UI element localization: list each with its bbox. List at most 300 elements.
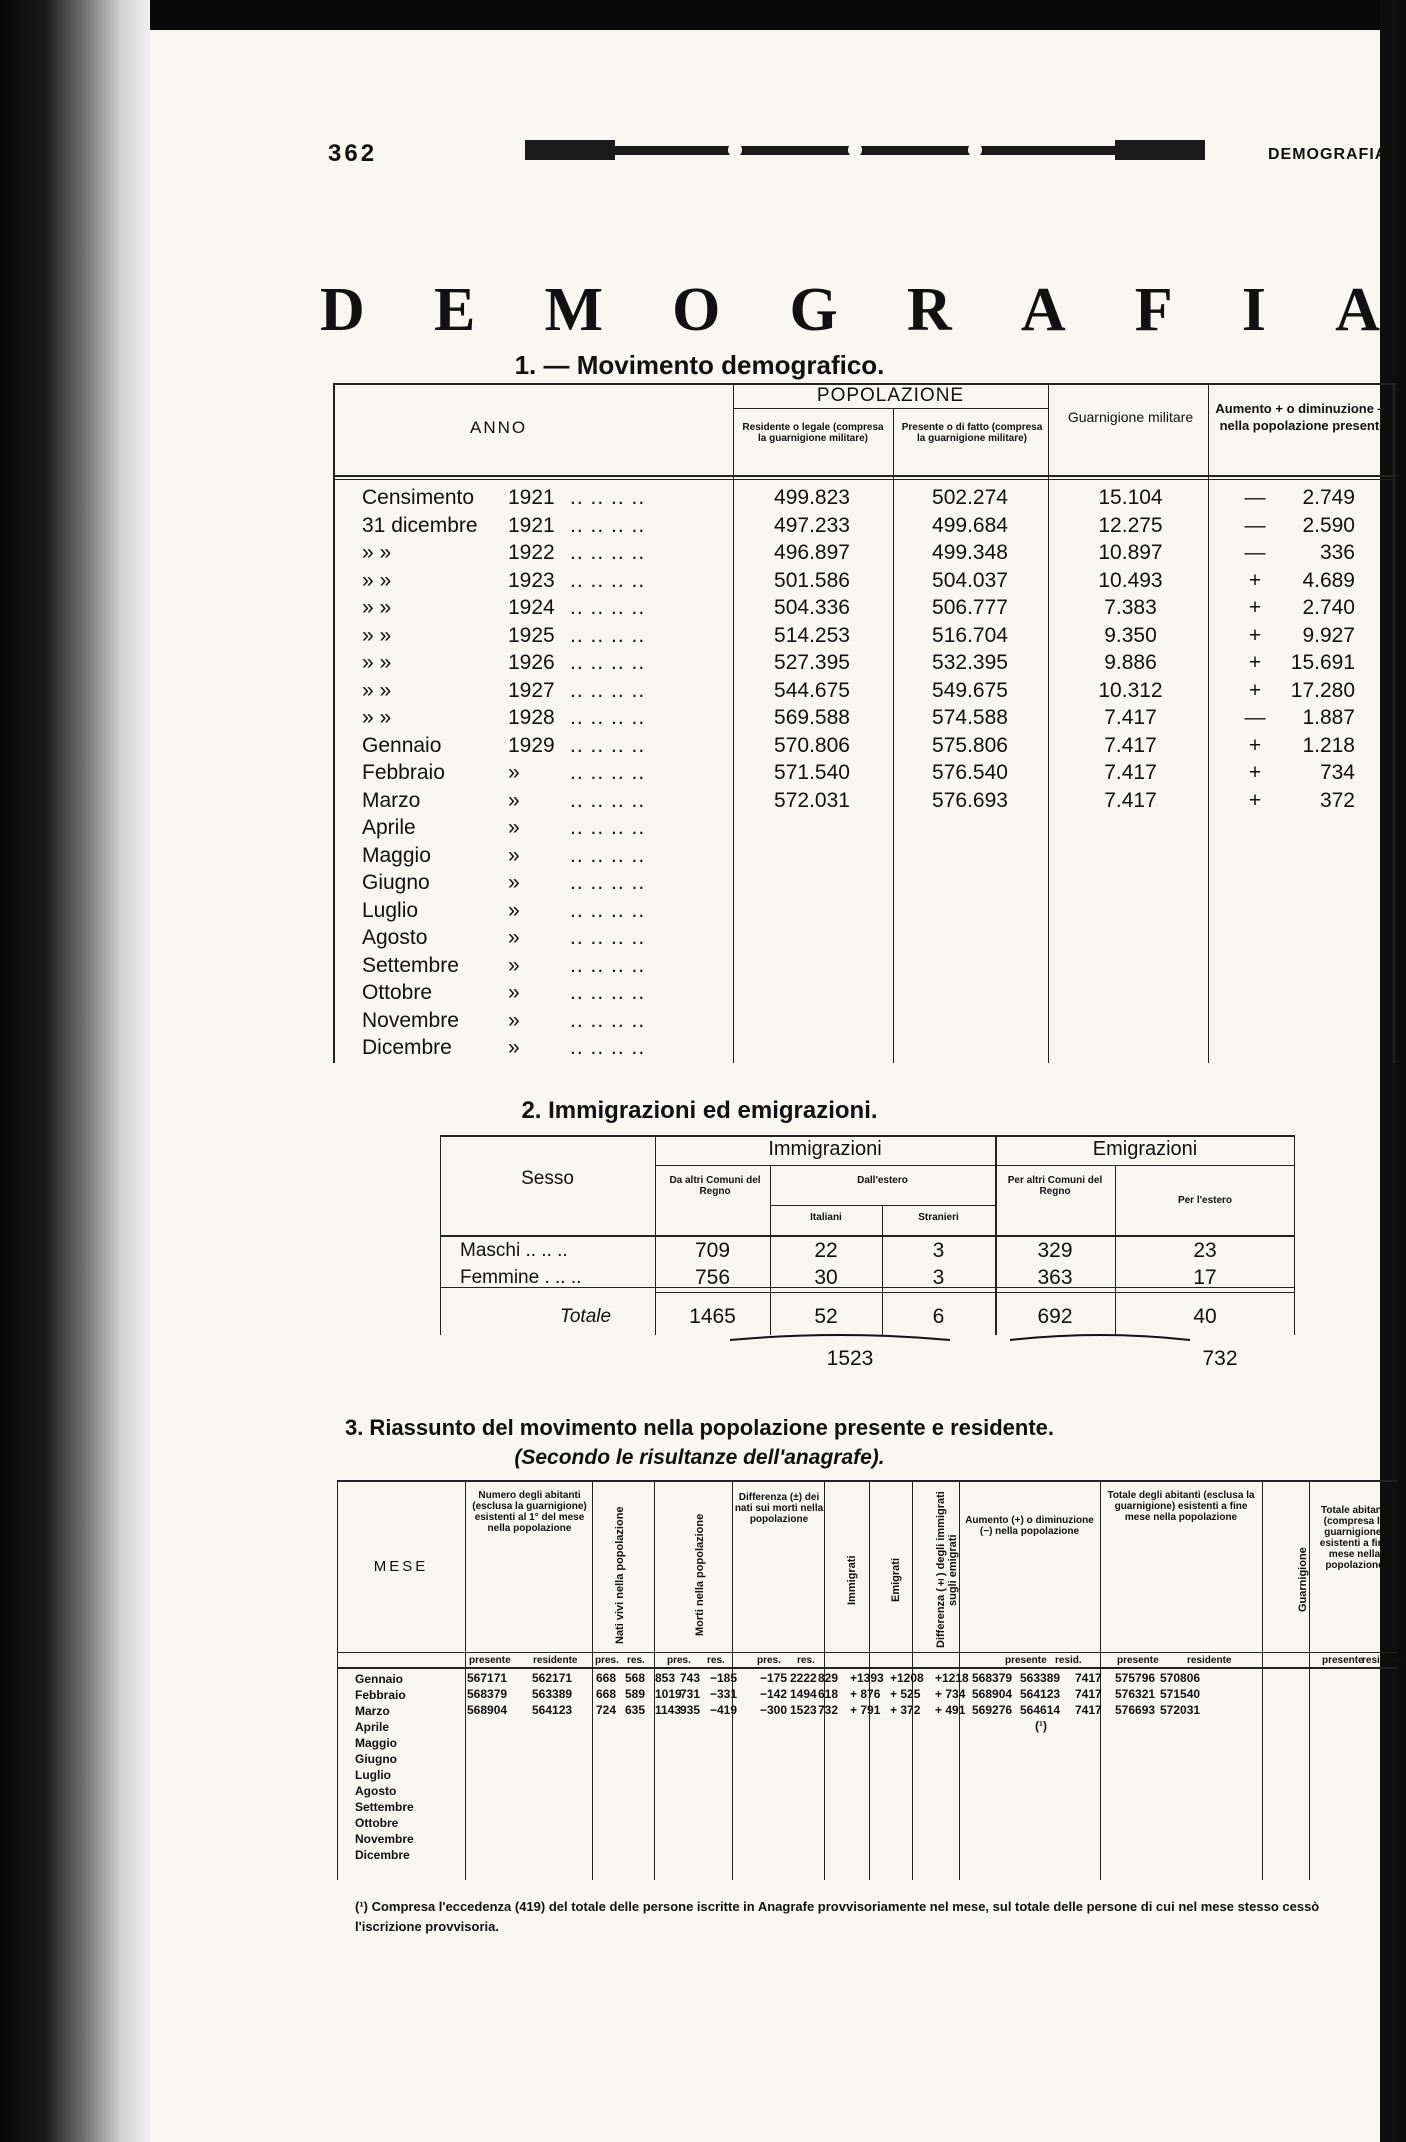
table2-col-c <box>882 1237 995 1291</box>
table1-cell-gua <box>1053 952 1208 980</box>
table3-cell: 589 <box>625 1687 646 1701</box>
table1-cell-sign: + <box>1248 733 1262 757</box>
table3-cell: 568904 <box>467 1703 508 1717</box>
table1-cell-sign <box>1240 952 1270 980</box>
table1-cell-year: 1921 <box>508 486 555 509</box>
month-label: Giugno <box>355 1752 397 1766</box>
table1-cell-aum <box>1275 897 1355 925</box>
table1-cell-pre: 499.684 <box>932 513 1008 537</box>
table3-cell: −142 <box>760 1687 788 1701</box>
table1-cell-dots: .. .. .. .. <box>570 788 646 812</box>
sub-header: residente <box>1362 1655 1406 1666</box>
table1-cell-dots: .. .. .. .. <box>570 623 646 647</box>
table3-cell: 569276 <box>972 1703 1013 1717</box>
row-label: Maschi .. .. .. <box>460 1240 568 1261</box>
table2-col-b <box>770 1237 882 1291</box>
table1-cell-pre: 516.704 <box>932 623 1008 647</box>
table1-col-aumento <box>1275 484 1355 1062</box>
table1-cell-label: Giugno <box>362 871 430 894</box>
table3-cell: 731 <box>680 1687 701 1701</box>
emigrati-header: Emigrati <box>890 1558 902 1603</box>
table1-cell-aum: 1.887 <box>1302 706 1355 729</box>
table1-col-residente <box>737 484 887 1062</box>
month-label: Dicembre <box>355 1848 410 1862</box>
month-label: Agosto <box>355 1784 397 1798</box>
table1-cell-sign <box>1240 897 1270 925</box>
table3-cell: 575796 <box>1115 1671 1156 1685</box>
aumento-header: Aumento (+) o diminuzione (−) nella popolazione <box>965 1515 1094 1537</box>
table1-cell-sign: — <box>1244 486 1266 509</box>
table3-cell: −185 <box>710 1671 738 1685</box>
sum-immigrazioni: 1523 <box>826 1347 874 1370</box>
table1-cell-year: » <box>508 1036 520 1059</box>
totale-b: 52 <box>814 1305 838 1328</box>
table1-cell-aum: 2.590 <box>1302 513 1355 537</box>
table1-cell-aum: 2.749 <box>1302 486 1355 509</box>
table1-cell-sign <box>1240 814 1270 842</box>
table1-cell-pre <box>895 1034 1045 1062</box>
table1-cell-dots: .. .. .. .. <box>570 843 646 867</box>
table1-cell-res <box>737 869 887 897</box>
table1-cell-aum <box>1275 842 1355 870</box>
table1-cell-res <box>737 1034 887 1062</box>
table1-cell-aum: 17.280 <box>1290 678 1355 702</box>
table1-cell-res: 569.588 <box>774 706 850 729</box>
table1-cell-pre: 549.675 <box>932 678 1008 702</box>
table3-cell: 563389 <box>1020 1671 1061 1685</box>
sub-header: pres. <box>757 1655 781 1666</box>
table1-cell-pre <box>895 979 1045 1007</box>
table1-cell-label: » » <box>362 596 392 619</box>
table1-cell-pre <box>895 952 1045 980</box>
table1-cell-year: » <box>508 1008 520 1032</box>
table1-cell-year: » <box>508 953 520 977</box>
table1-cell-res <box>737 814 887 842</box>
table3-cell: + 491 <box>935 1703 966 1717</box>
col-presente-header: Presente o di fatto (compresa la guarnigione militare) <box>901 422 1043 444</box>
table1-cell-gua <box>1053 869 1208 897</box>
sub-header: presente <box>1117 1655 1159 1666</box>
popolazione-header: POPOLAZIONE <box>816 385 965 406</box>
table1-cell-label: Censimento <box>362 486 475 509</box>
table1-cell-res: 496.897 <box>774 541 850 564</box>
table1-cell-sign: — <box>1244 706 1266 729</box>
table1-cell-year: » <box>508 981 520 1004</box>
cell: 756 <box>694 1266 731 1289</box>
table3-cell: + 876 <box>850 1687 881 1701</box>
table3-title: 3. Riassunto del movimento nella popolazione presente e residente. <box>344 1415 1055 1440</box>
totale-d: 692 <box>1037 1305 1073 1328</box>
totale-a: 1465 <box>689 1305 736 1328</box>
table1-cell-label: Maggio <box>362 843 431 867</box>
table1-cell-gua: 9.886 <box>1104 651 1157 674</box>
table1-cell-aum: 336 <box>1319 541 1355 564</box>
table1-cell-sign <box>1240 1007 1270 1035</box>
table2-labels <box>460 1237 581 1291</box>
table3-cell: 7417 <box>1075 1703 1102 1717</box>
table3-cell: 635 <box>625 1703 646 1717</box>
col-guarnigione-header: Guarnigione militare <box>1067 409 1194 425</box>
table1-cell-label: Novembre <box>362 1008 459 1032</box>
table1-cell-gua: 7.417 <box>1104 788 1157 812</box>
table1-cell-aum <box>1275 814 1355 842</box>
table1-cell-year: » <box>508 761 520 784</box>
stranieri-header: Stranieri <box>918 1212 959 1223</box>
col-residente-header: Residente o legale (compresa la guarnigione militare) <box>742 422 884 444</box>
table1-cell-gua: 10.897 <box>1098 541 1163 564</box>
sub-header: pres. <box>667 1655 691 1666</box>
table1-cell-label: Marzo <box>362 788 421 812</box>
table1-cell-sign: + <box>1248 568 1262 592</box>
table1-cell-aum: 9.927 <box>1302 623 1355 647</box>
table3-cell: 7417 <box>1075 1687 1102 1701</box>
table1-cell-res: 514.253 <box>774 623 850 647</box>
table1-cell-label: Aprile <box>362 816 416 839</box>
table1-cell-pre: 502.274 <box>932 486 1008 509</box>
table1-cell-sign <box>1240 979 1270 1007</box>
table1-cell-year: » <box>508 871 520 894</box>
table1-cell-aum <box>1275 952 1355 980</box>
sub-header: residente <box>533 1655 578 1666</box>
table3-cell: −175 <box>760 1671 788 1685</box>
month-label: Settembre <box>355 1800 414 1814</box>
table1-cell-dots: .. .. .. .. <box>570 651 646 674</box>
table1-cell-pre: 576.693 <box>932 788 1008 812</box>
page-title <box>320 275 1380 346</box>
sum-emigrazioni: 732 <box>1202 1347 1238 1370</box>
anno-header: ANNO <box>470 418 528 437</box>
table1-cell-gua: 7.417 <box>1104 706 1157 729</box>
table3-cell: 568 <box>625 1671 646 1685</box>
table1-cell-label: Dicembre <box>362 1036 452 1059</box>
month-label: Gennaio <box>355 1672 404 1686</box>
table3-cell: 564123 <box>532 1703 573 1717</box>
table1-cell-label: » » <box>362 678 392 702</box>
table1-cell-dots: .. .. .. .. <box>570 898 646 922</box>
table1-cell-label: » » <box>362 541 392 564</box>
running-head: DEMOGRAFIA <box>1268 146 1388 163</box>
table3-cell: 7417 <box>1075 1671 1102 1685</box>
table1-cell-gua: 7.417 <box>1104 733 1157 757</box>
sesso-header: Sesso <box>521 1168 574 1189</box>
table1-cell-dots: .. .. .. .. <box>570 706 646 729</box>
table1-cell-gua <box>1053 979 1208 1007</box>
table1-cell-year: 1921 <box>508 513 555 537</box>
table3-cell: 567171 <box>467 1671 508 1685</box>
table1-cell-pre: 499.348 <box>932 541 1008 564</box>
table1-cell-aum: 1.218 <box>1302 733 1355 757</box>
title-letter: F <box>1134 276 1173 344</box>
table3-cell: +1218 <box>935 1671 969 1685</box>
table1-cell-res: 497.233 <box>774 513 850 537</box>
table1-cell-pre <box>895 842 1045 870</box>
table1-row-dots <box>570 484 645 1062</box>
table1-col-sign <box>1240 484 1270 1062</box>
title-letter: O <box>672 276 721 344</box>
table1-cell-aum <box>1275 869 1355 897</box>
table1-cell-year: 1925 <box>508 623 555 647</box>
table1-cell-dots: .. .. .. .. <box>570 1008 646 1032</box>
table1-cell-dots: .. .. .. .. <box>570 953 646 977</box>
book-spine-shadow <box>0 0 150 2142</box>
table3-cell: 935 <box>680 1703 701 1717</box>
table1-cell-dots: .. .. .. .. <box>570 541 646 564</box>
table1-cell-pre: 504.037 <box>932 568 1008 592</box>
table1-cell-aum <box>1275 924 1355 952</box>
table1-cell-aum <box>1275 1034 1355 1062</box>
title-letter: D <box>320 276 365 344</box>
table1-cell-dots: .. .. .. .. <box>570 568 646 592</box>
table1-cell-pre <box>895 924 1045 952</box>
sub-header: pres. <box>595 1655 619 1666</box>
table1-cell-year: 1923 <box>508 568 555 592</box>
table1-cell-gua <box>1053 814 1208 842</box>
table3-cell: −419 <box>710 1703 738 1717</box>
table1-cell-sign: + <box>1248 788 1262 812</box>
table1-cell-gua: 10.493 <box>1098 568 1163 592</box>
table1-cell-sign: — <box>1244 541 1266 564</box>
table3-cell: −331 <box>710 1687 738 1701</box>
emigrazioni-header: Emigrazioni <box>1092 1138 1198 1160</box>
table1-cell-label: Gennaio <box>362 733 442 757</box>
table1-cell-aum <box>1275 979 1355 1007</box>
morti-header: Morti nella popolazione <box>694 1513 706 1637</box>
table1-cell-gua <box>1053 897 1208 925</box>
sub-header: res. <box>707 1655 725 1666</box>
cell: 3 <box>932 1266 945 1289</box>
per-estero-header: Per l'estero <box>1177 1195 1233 1206</box>
table1-cell-res: 499.823 <box>774 486 850 509</box>
table3-cell: 568379 <box>467 1687 508 1701</box>
table1-cell-gua: 9.350 <box>1104 623 1157 647</box>
table3-cell: 2222 <box>790 1671 817 1685</box>
table3-cell: + 525 <box>890 1687 921 1701</box>
sub-header: res. <box>797 1655 815 1666</box>
table1-cell-gua: 7.383 <box>1104 596 1157 619</box>
table1-cell-sign: + <box>1248 678 1262 702</box>
table3-cell: 1019 <box>655 1687 682 1701</box>
table3-cell: 743 <box>680 1671 701 1685</box>
dall-estero-header: Dall'estero <box>857 1175 908 1186</box>
table3-cell: 1494 <box>790 1687 817 1701</box>
month-label: Luglio <box>355 1768 391 1782</box>
table1-cell-res <box>737 897 887 925</box>
decorative-header-ornament-icon <box>525 138 1205 162</box>
table1-cell-res <box>737 924 887 952</box>
table3-cell: 1523 <box>790 1703 817 1717</box>
numero-abitanti-header: Numero degli abitanti (esclusa la guarnigione) esistenti al 1° del mese nella popolazione <box>472 1490 587 1534</box>
table1-cell-sign <box>1240 924 1270 952</box>
table3-cell: 618 <box>818 1687 839 1701</box>
table3-cell: 576693 <box>1115 1703 1156 1717</box>
sub-header: presente <box>469 1655 511 1666</box>
row-label: Femmine . .. .. <box>460 1267 582 1288</box>
month-label: Febbraio <box>355 1688 406 1702</box>
table1-cell-year: » <box>508 898 520 922</box>
totale-abitanti-header: Totale degli abitanti (esclusa la guarnigione) esistenti a fine mese nella popolazione <box>1107 1490 1255 1523</box>
month-label: Marzo <box>355 1704 390 1718</box>
da-altri-comuni-header: Da altri Comuni del Regno <box>669 1175 761 1197</box>
sub-header: resid. <box>1055 1655 1082 1666</box>
scan-top-edge <box>0 0 1399 30</box>
month-label: Aprile <box>355 1720 390 1734</box>
table2-title: 2. Immigrazioni ed emigrazioni. <box>521 1097 878 1124</box>
totale-abitanti-compresa-header: Totale abitanti (compresa la guarnigione) esistenti a fine mese nella popolazione <box>1319 1505 1390 1571</box>
table1-cell-label: Settembre <box>362 953 459 977</box>
table3-cell: + 372 <box>890 1703 921 1717</box>
table1-cell-gua: 12.275 <box>1098 513 1163 537</box>
table1-cell-sign: + <box>1248 623 1262 647</box>
table3-cell: 568379 <box>972 1671 1013 1685</box>
table1-cell-label: » » <box>362 651 392 674</box>
table3-cell: 564614 <box>1020 1703 1061 1717</box>
table1-cell-year: 1928 <box>508 706 555 729</box>
cell: 709 <box>694 1239 731 1262</box>
table3-cell: 829 <box>818 1671 839 1685</box>
table1-cell-res <box>737 979 887 1007</box>
title-letter: I <box>1241 276 1266 344</box>
month-label: Novembre <box>355 1832 414 1846</box>
nati-header: Nati vivi nella popolazione <box>614 1506 626 1644</box>
table3-cell: 1143 <box>655 1703 682 1717</box>
table1-cell-dots: .. .. .. .. <box>570 1036 646 1059</box>
table1-cell-dots: .. .. .. .. <box>570 926 646 949</box>
note-marker: (¹) <box>1035 1719 1047 1733</box>
month-label: Ottobre <box>355 1816 399 1830</box>
table1-cell-gua <box>1053 1007 1208 1035</box>
sub-header: res. <box>627 1655 645 1666</box>
table3-cell: 572031 <box>1160 1703 1201 1717</box>
table3-months <box>355 1671 475 1863</box>
table1-col-guarnigione <box>1053 484 1208 1062</box>
table1-cell-sign: + <box>1248 651 1262 674</box>
table1-cell-label: Agosto <box>362 926 428 949</box>
immigrati-header: Immigrati <box>846 1555 858 1605</box>
table1-cell-dots: .. .. .. .. <box>570 596 646 619</box>
table3-cell: + 734 <box>935 1687 966 1701</box>
table1-cell-aum: 734 <box>1319 761 1355 784</box>
table1-cell-dots: .. .. .. .. <box>570 981 646 1004</box>
table1-cell-year: » <box>508 843 520 867</box>
mese-header: MESE <box>373 1558 429 1575</box>
table3-cell: −300 <box>760 1703 788 1717</box>
table1-cell-label: 31 dicembre <box>362 513 478 537</box>
table1-cell-gua <box>1053 924 1208 952</box>
table1-cell-res: 544.675 <box>774 678 850 702</box>
table3-cell: +1208 <box>890 1671 924 1685</box>
table2-col-a <box>655 1237 770 1291</box>
sub-header: presente <box>1322 1655 1364 1666</box>
table1-cell-year: » <box>508 816 520 839</box>
table1-cell-year: 1929 <box>508 733 555 757</box>
cell: 363 <box>1037 1266 1073 1289</box>
table1-cell-res <box>737 952 887 980</box>
table1-cell-sign <box>1240 1034 1270 1062</box>
table1-cell-res <box>737 1007 887 1035</box>
table1-cell-year: » <box>508 788 520 812</box>
table3-cell: 576321 <box>1115 1687 1156 1701</box>
table3-cell: + 791 <box>850 1703 881 1717</box>
title-letter: E <box>433 276 476 344</box>
table1-cell-label: » » <box>362 623 392 647</box>
table1-row-years <box>508 484 555 1062</box>
table1-cell-dots: .. .. .. .. <box>570 678 646 702</box>
table2-col-d <box>995 1237 1115 1291</box>
cell: 329 <box>1037 1239 1073 1262</box>
differenza-header: Differenza (±) dei nati sui morti nella popolazione <box>734 1492 824 1525</box>
cell: 17 <box>1193 1266 1217 1289</box>
title-letter: G <box>789 276 838 344</box>
table1-cell-res <box>737 842 887 870</box>
table3-cell: 564123 <box>1020 1687 1061 1701</box>
table1-cell-aum: 4.689 <box>1302 568 1355 592</box>
totale-label: Totale <box>560 1306 612 1327</box>
table1-cell-label: Luglio <box>362 898 419 922</box>
table1-cell-pre: 506.777 <box>932 596 1008 619</box>
diff-immigrati-header: Differenza (±) degli immigrati sugli emigrati <box>935 1491 959 1649</box>
table1-cell-res: 571.540 <box>774 761 850 784</box>
sub-header: presente <box>1005 1655 1047 1666</box>
italiani-header: Italiani <box>810 1212 842 1223</box>
table1-cell-dots: .. .. .. .. <box>570 871 646 894</box>
cell: 30 <box>814 1266 838 1289</box>
title-letter: A <box>1335 276 1380 344</box>
immigrazioni-header: Immigrazioni <box>768 1138 882 1160</box>
title-letter: R <box>906 276 952 344</box>
table1-cell-dots: .. .. .. .. <box>570 486 646 509</box>
table1-cell-res: 501.586 <box>774 568 850 592</box>
table1-cell-sign: + <box>1248 761 1262 784</box>
table1-cell-pre <box>895 814 1045 842</box>
footnote: (¹) Compresa l'eccedenza (419) del totale delle persone iscritte in Anagrafe provvisoriamente nel mese, sul totale delle persone di cui nel mese stesso cessò l'iscrizione provvisoria. <box>355 1899 1320 1934</box>
table1-cell-pre <box>895 1007 1045 1035</box>
table1-cell-gua: 7.417 <box>1104 761 1157 784</box>
table1-cell-aum <box>1275 1007 1355 1035</box>
table1-cell-pre: 574.588 <box>932 706 1008 729</box>
table1-cell-dots: .. .. .. .. <box>570 513 646 537</box>
table1-cell-res: 504.336 <box>774 596 850 619</box>
totale-c: 6 <box>932 1305 945 1328</box>
cell: 3 <box>932 1239 945 1262</box>
table1-cell-year: 1922 <box>508 541 555 564</box>
per-altri-comuni-header: Per altri Comuni del Regno <box>1007 1175 1103 1197</box>
table1-cell-label: » » <box>362 568 392 592</box>
table1-cell-sign: + <box>1248 596 1262 619</box>
table1-cell-sign <box>1240 842 1270 870</box>
table1-cell-gua: 15.104 <box>1098 486 1163 509</box>
table3-subtitle: (Secondo le risultanze dell'anagrafe). <box>514 1446 885 1469</box>
table1-cell-year: » <box>508 926 520 949</box>
table1-cell-gua <box>1053 1034 1208 1062</box>
table1-cell-aum: 15.691 <box>1290 651 1355 674</box>
table1-cell-dots: .. .. .. .. <box>570 761 646 784</box>
cell: 22 <box>814 1239 838 1262</box>
table1-cell-sign <box>1240 869 1270 897</box>
table1-cell-label: Ottobre <box>362 981 433 1004</box>
table1-cell-res: 572.031 <box>774 788 850 812</box>
table1-cell-pre: 575.806 <box>932 733 1008 757</box>
table3-cell: 668 <box>596 1671 617 1685</box>
table1-cell-res: 570.806 <box>774 733 850 757</box>
table3-cell: 562171 <box>532 1671 573 1685</box>
guarnigione-header: Guarnigione <box>1297 1547 1309 1613</box>
table3-cell: +1393 <box>850 1671 884 1685</box>
cell: 23 <box>1193 1239 1217 1262</box>
sub-header: residente <box>1187 1655 1232 1666</box>
month-label: Maggio <box>355 1736 397 1750</box>
table3-cell: 668 <box>596 1687 617 1701</box>
title-letter: M <box>544 276 603 344</box>
